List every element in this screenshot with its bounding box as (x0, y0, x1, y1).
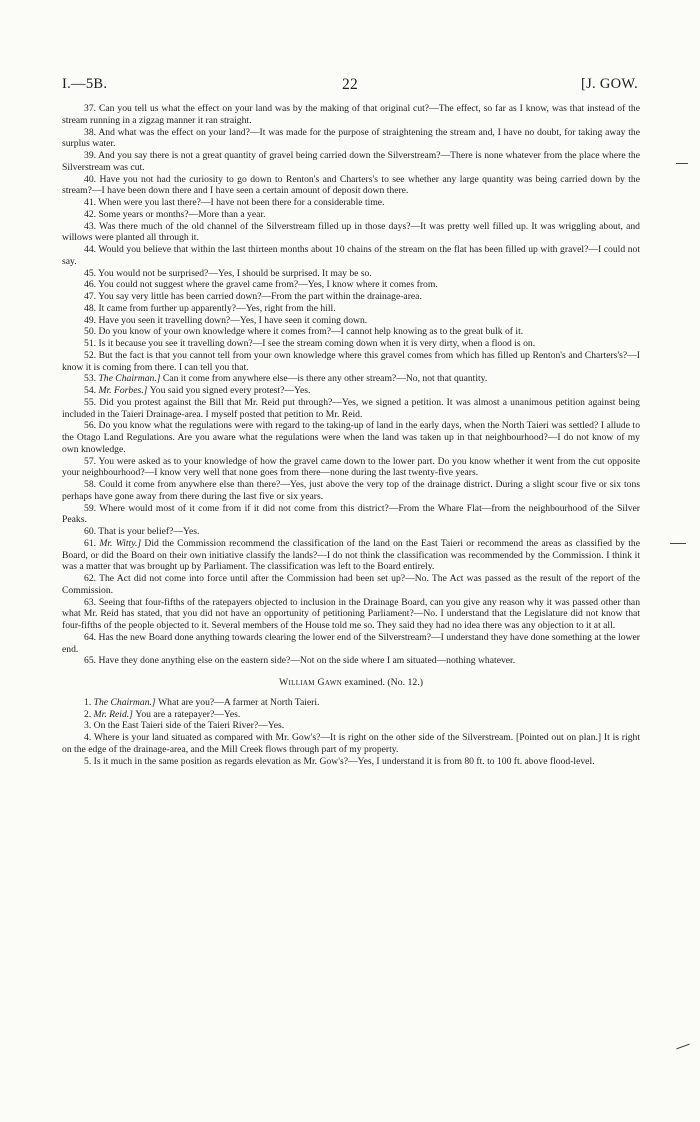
question-number: 55. (84, 396, 100, 408)
question-paragraph (62, 503, 640, 527)
question-text: Have you not had the curiosity to go down to Renton's and Charters's to see whether any large quantity was being carried down by the stream?—I have been down there and I have seen a certain amount of deposit down there. (62, 173, 641, 197)
header-paper-reference: I.—5B. (62, 76, 108, 92)
question-number: 3. (84, 720, 94, 732)
question-number: 64. (84, 631, 99, 643)
question-paragraph (62, 385, 640, 397)
question-paragraph (62, 150, 640, 174)
question-text: Have you seen it travelling down?—Yes, I have seen it coming down. (98, 314, 368, 326)
question-paragraph (62, 174, 640, 198)
question-text: Is it much in the same position as regards elevation as Mr. Gow's?—Yes, I understand it is from 80 ft. to 100 ft. above flood-level. (93, 755, 595, 767)
question-text: Seeing that four-fifths of the ratepayers objected to inclusion in the Drainage Board, can you give any reason why it was passed other than what Mr. Reid has stated, that you did not have an opportunity of petitioning Parliament?—No. I understand that the Legislature did not know that four-fifths of the people objected to it. Several members of the House told me so. They said they had no idea there was any objection to it at all. (62, 596, 641, 631)
question-text: And what was the effect on your land?—It was made for the purpose of straightening the stream and, I have no doubt, for taking away the surplus water. (62, 126, 641, 150)
margin-mark (670, 543, 686, 544)
question-paragraph (62, 632, 640, 656)
evidence-text (62, 103, 640, 767)
question-text: You are a ratepayer?—Yes. (135, 708, 241, 720)
margin-mark (676, 1044, 689, 1050)
question-paragraph (62, 268, 640, 280)
question-number: 48. (84, 302, 99, 314)
gow-evidence (62, 103, 640, 667)
question-paragraph (62, 127, 640, 151)
question-text: Did the Commission recommend the classification of the land on the East Taieri or recommend the areas as classified by the Board, or did the Board on their own initiative classify the lands?—I do not think the classification was recommended by the Commission. I think it was a matter that was brought up by Parliament. The classification was left to the Board entirely. (62, 537, 640, 573)
question-paragraph (62, 103, 640, 127)
question-text: Have they done anything else on the eastern side?—Not on the side where I am situated—nothing whatever. (98, 655, 516, 667)
question-number: 37. (84, 103, 99, 114)
question-paragraph (62, 756, 640, 768)
question-paragraph (62, 279, 640, 291)
question-number: 5. (84, 755, 94, 767)
question-text: But the fact is that you cannot tell from your own knowledge where this gravel comes from which has filled up Renton's and Charters's?—I know it is coming from there. I can tell you that. (62, 349, 640, 373)
question-number: 46. (84, 279, 99, 291)
question-number: 62. (84, 573, 100, 584)
question-paragraph (62, 420, 640, 455)
question-paragraph (62, 373, 640, 385)
question-paragraph (62, 573, 640, 597)
question-number: 54. (84, 385, 99, 396)
question-text: Where would most of it come from if it did not come from this district?—From the Whare Flat—from the neighbourhood of the Silver Peaks. (62, 502, 640, 526)
question-paragraph (62, 209, 640, 221)
question-text: On the East Taieri side of the Taieri River?—Yes. (93, 720, 285, 732)
question-number: 61. (84, 537, 100, 549)
question-paragraph (62, 697, 640, 709)
question-number: 53. (84, 373, 99, 385)
question-paragraph (62, 709, 640, 721)
question-number: 58. (84, 479, 99, 490)
question-paragraph (62, 732, 640, 756)
question-number: 65. (84, 655, 99, 667)
question-text: It came from further up apparently?—Yes, right from the hill. (98, 302, 336, 314)
question-number: 44. (84, 244, 99, 255)
question-paragraph (62, 720, 640, 732)
question-text: When were you last there?—I have not been there for a considerable time. (98, 197, 385, 208)
page-header (62, 76, 638, 98)
question-paragraph (62, 538, 640, 573)
question-paragraph (62, 244, 640, 268)
question-text: Would you believe that within the last thirteen months about 10 chains of the stream on the flat has been filled up with gravel?—I could not say. (62, 244, 641, 267)
speaker-name: Mr. Forbes.] (98, 385, 150, 396)
question-number: 45. (84, 267, 99, 279)
speaker-name: Mr. Witty.] (99, 537, 145, 549)
question-paragraph (62, 197, 640, 209)
speaker-name: Mr. Reid.] (93, 708, 136, 720)
question-text: Where is your land situated as compared with Mr. Gow's?—It is right on the other side of the Silverstream. [Pointed out on plan.] It is right on the edge of the drainage-area, and the Mill Creek flows through part of my property. (62, 732, 640, 755)
question-paragraph (62, 303, 640, 315)
question-paragraph (62, 338, 640, 350)
question-paragraph (62, 456, 640, 480)
question-text: Do you know of your own knowledge where it comes from?—I cannot help knowing as to the great bulk of it. (98, 326, 524, 338)
question-number: 4. (84, 732, 94, 743)
question-text: Can you tell us what the effect on your land was by the making of that original cut?—The effect, so far as I know, was that instead of the stream running in a zigzag manner it ran straight. (62, 103, 640, 126)
question-text: You were asked as to your knowledge of how the gravel came down to the lower part. Do you know whether it went from the cut opposite your neighbourhood?—I know very well that none goes from there—none during the last twenty-five years. (62, 455, 640, 479)
question-number: 41. (84, 197, 99, 208)
question-number: 49. (84, 314, 99, 326)
question-number: 60. (84, 526, 99, 537)
speaker-name: The Chairman.] (98, 373, 163, 385)
question-text: And you say there is not a great quantity of gravel being carried down the Silverstream?—There is none whatever from the place where the Silverstream was cut. (62, 150, 640, 173)
witness-heading (62, 677, 640, 689)
question-number: 42. (84, 208, 99, 220)
question-paragraph (62, 221, 640, 245)
question-number: 56. (84, 420, 99, 432)
question-text: Has the new Board done anything towards clearing the lower end of the Silverstream?—I understand they have done something at the lower end. (62, 631, 640, 655)
question-paragraph (62, 597, 640, 632)
question-text: That is your belief?—Yes. (98, 526, 200, 537)
page-number: 22 (341, 76, 359, 93)
question-paragraph (62, 291, 640, 303)
question-number: 52. (84, 349, 99, 361)
question-text: You said you signed every protest?—Yes. (149, 385, 311, 396)
question-number: 40. (84, 173, 100, 185)
question-number: 50. (84, 326, 99, 338)
question-text: You would not be surprised?—Yes, I should be surprised. It may be so. (98, 267, 372, 279)
question-text: Was there much of the old channel of the Silverstream filled up in those days?—It was pretty well filled up. It was wriggling about, and willows were planted all through it. (62, 220, 640, 244)
question-paragraph (62, 397, 640, 421)
question-paragraph (62, 526, 640, 538)
question-number: 1. (84, 696, 94, 708)
question-paragraph (62, 350, 640, 374)
margin-mark (676, 163, 688, 164)
question-number: 51. (84, 338, 99, 349)
question-number: 59. (84, 502, 100, 514)
question-text: Can it come from anywhere else—is there any other stream?—No, not that quantity. (162, 373, 488, 385)
question-paragraph (62, 479, 640, 503)
question-text: You say very little has been carried down?—From the part within the drainage-area. (98, 291, 422, 302)
question-text: Could it come from anywhere else than there?—Yes, just above the very top of the drainage district. During a slight scour five or six tons perhaps have gone away from there during the last five or six years. (62, 479, 640, 502)
witness-name: William Gawn (278, 677, 342, 688)
question-text: What are you?—A farmer at North Taieri. (158, 696, 320, 708)
speaker-name: The Chairman.] (93, 696, 159, 708)
question-text: The Act did not come into force until after the Commission had been set up?—No. The Act was passed as the result of the report of the Commission. (62, 573, 640, 596)
question-paragraph (62, 315, 640, 327)
question-number: 43. (84, 220, 100, 232)
question-text: Is it because you see it travelling down?—I see the stream coming down when it is very dirty, when a flood is on. (98, 338, 536, 349)
witness-heading-suffix: examined. (No. 12.) (344, 677, 424, 688)
question-paragraph (62, 655, 640, 667)
question-number: 39. (84, 150, 99, 161)
question-number: 63. (84, 596, 99, 608)
question-text: Do you know what the regulations were with regard to the taking-up of land in the early days, when the North Taieri was settled? I allude to the Otago Land Regulations. Are you aware what the regulations were when the land was taken up in that neighbourhood?—I do not know of my own knowledge. (62, 420, 641, 455)
question-paragraph (62, 326, 640, 338)
header-witness-name: [J. GOW. (580, 76, 638, 92)
gawn-evidence (62, 697, 640, 768)
question-text: Did you protest against the Bill that Mr. Reid put through?—Yes, we signed a petition. It was almost a unanimous petition against being included in the Taieri Drainage-area. I myself posted that petition to Mr. Reid. (62, 396, 640, 420)
question-number: 57. (84, 455, 99, 467)
question-text: You could not suggest where the gravel came from?—Yes, I know where it comes from. (98, 279, 438, 291)
question-number: 38. (84, 126, 99, 138)
question-number: 47. (84, 291, 99, 302)
question-text: Some years or months?—More than a year. (98, 208, 266, 220)
question-number: 2. (84, 708, 94, 720)
